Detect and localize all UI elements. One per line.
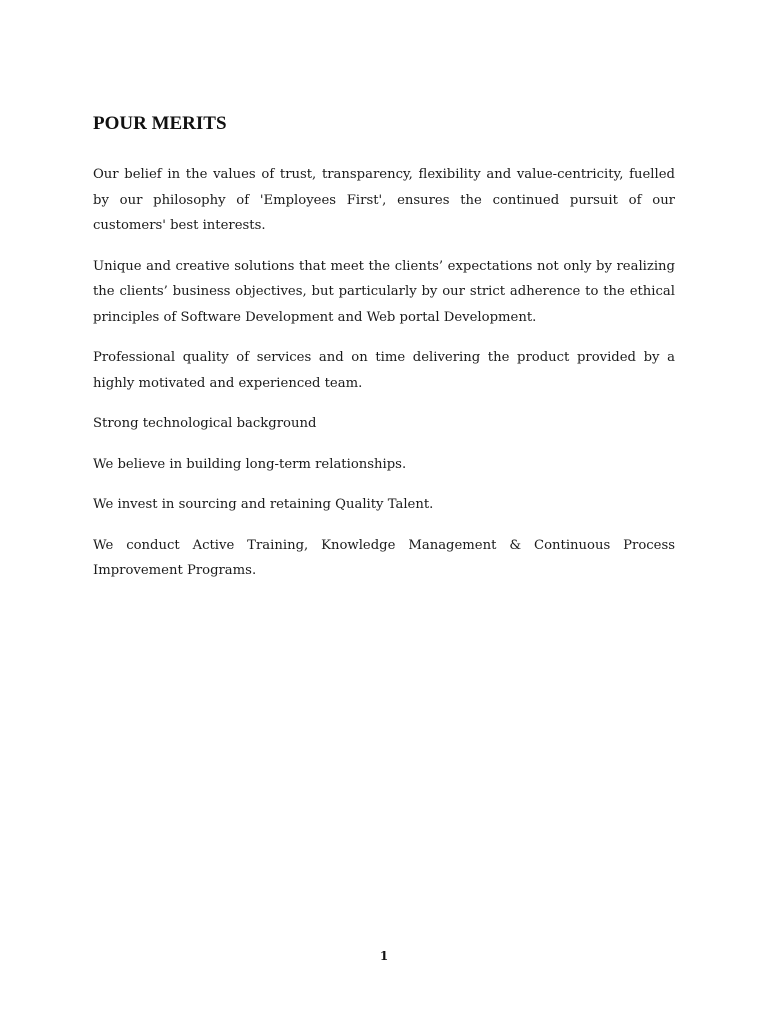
paragraph-quality-talent: We invest in sourcing and retaining Quality Talent. [93,497,434,512]
paragraph-professional-quality: Professional quality of services and on time delivering the product provided by a highly motivated and experienced team. [93,350,675,391]
paragraph-long-term-relationships: We believe in building long-term relationships. [93,456,407,472]
page-number: 1 [379,949,389,963]
page-title: POUR MERITS [93,113,227,134]
paragraph-technological-background: Strong technological background [93,416,317,431]
paragraph-training-programs: We conduct Active Training, Knowledge Management & Continuous Process Improvement Programs. [93,537,675,578]
paragraph-trust-values: Our belief in the values of trust, transparency, flexibility and value-centricity, fuelled by our philosophy of 'Employees First', ensures the continued pursuit of our customers' best interests. [93,167,675,233]
paragraph-creative-solutions: Unique and creative solutions that meet the clients’ expectations not only by realizing the clients’ business objectives, but particularly by our strict adherence to the ethical principles of Software Development and Web portal Development. [93,258,675,325]
page-content [93,112,675,599]
